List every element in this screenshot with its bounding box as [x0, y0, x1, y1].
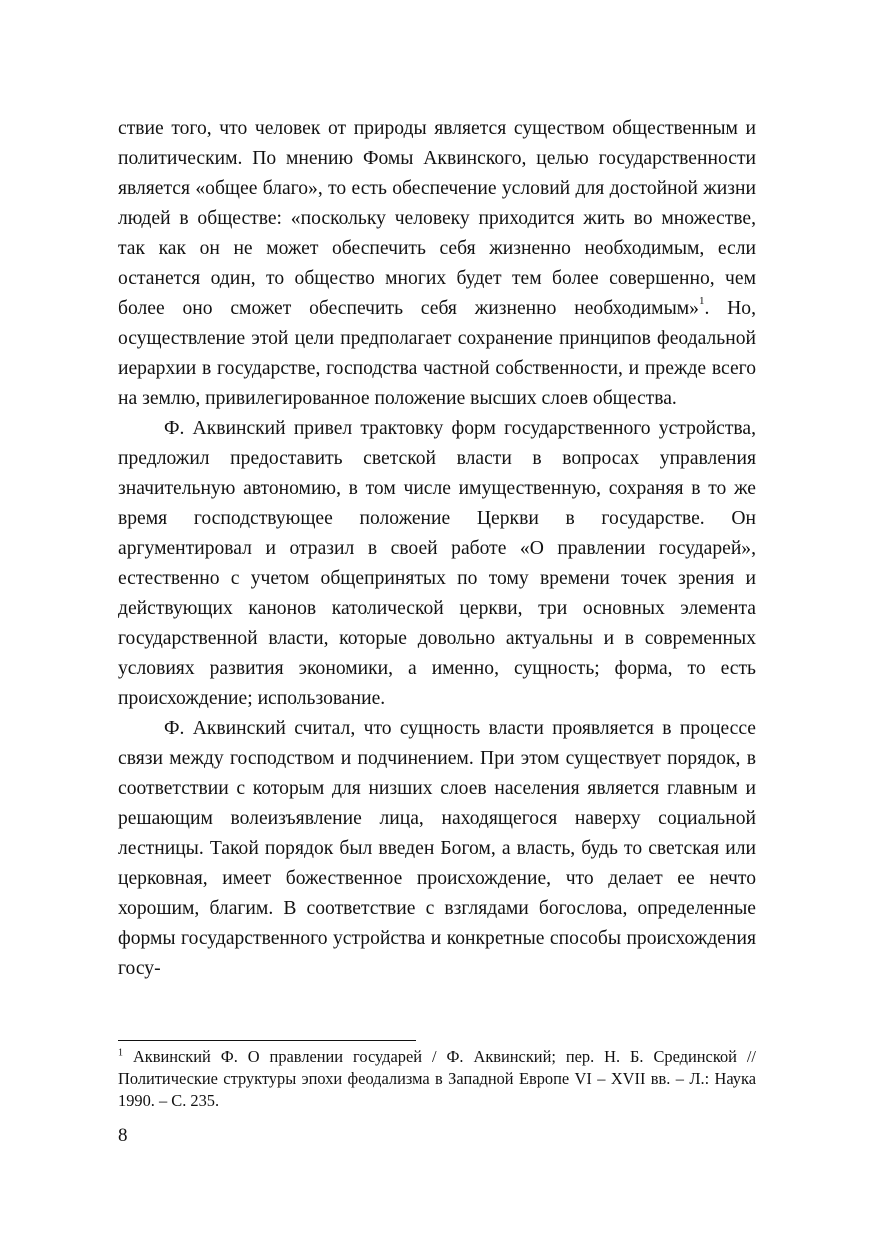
- paragraph-1: [118, 114, 756, 414]
- paragraph-1-text-start: ствие того, что человек от природы является существом общественным и политическим. По мнению Фомы Аквинского, целью государственности является «общее благо», то есть обеспечение условий для достойной жизни людей в обществе: «поскольку человеку приходится жить во множестве, так как он не может обеспечить себя жизненно необходимым, если останется один, то общество многих будет тем более совершенно, чем более оно сможет обеспечить себя жизненно необходимым»: [118, 118, 756, 319]
- main-text: [118, 114, 756, 984]
- footnote-text: Аквинский Ф. О правлении государей / Ф. Аквинский; пер. Н. Б. Срединской // Политические структуры эпохи феодализма в Западной Европе VI – XVII вв. – Л.: Наука 1990. – С. 235.: [118, 1047, 756, 1110]
- footnote-marker: 1: [118, 1047, 123, 1059]
- paragraph-3: Ф. Аквинский считал, что сущность власти проявляется в процессе связи между господством и подчинением. При этом существует порядок, в соответствии с которым для низших слоев населения является главным и решающим волеизъявление лица, находящегося наверху социальной лестницы. Такой порядок был введен Богом, а власть, будь то светская или церковная, имеет божественное происхождение, что делает ее нечто хорошим, благим. В соответствие с взглядами богослова, определенные формы государственного устройства и конкретные способы происхождения госу-: [118, 718, 756, 979]
- footnote-reference: 1: [698, 295, 705, 308]
- paragraph-1-text-end: . Но, осуществление этой цели предполагает сохранение принципов феодальной иерархии в государстве, господства частной собственности, и прежде всего на землю, привилегированное положение высших слоев общества.: [118, 298, 756, 409]
- paragraph-2: Ф. Аквинский привел трактовку форм государственного устройства, предложил предоставить светской власти в вопросах управления значительную автономию, в том числе имущественную, сохраняя в то же время господствующее положение Церкви в государстве. Он аргументировал и отразил в своей работе «О правлении государей», естественно с учетом общепринятых по тому времени точек зрения и действующих канонов католической церкви, три основных элемента государственной власти, которые довольно актуальны и в современных условиях развития экономики, а именно, сущность; форма, то есть происхождение; использование.: [118, 418, 756, 709]
- footnote-divider: [118, 1040, 416, 1041]
- page-number: 8: [118, 1125, 128, 1146]
- footnote: [118, 1046, 756, 1112]
